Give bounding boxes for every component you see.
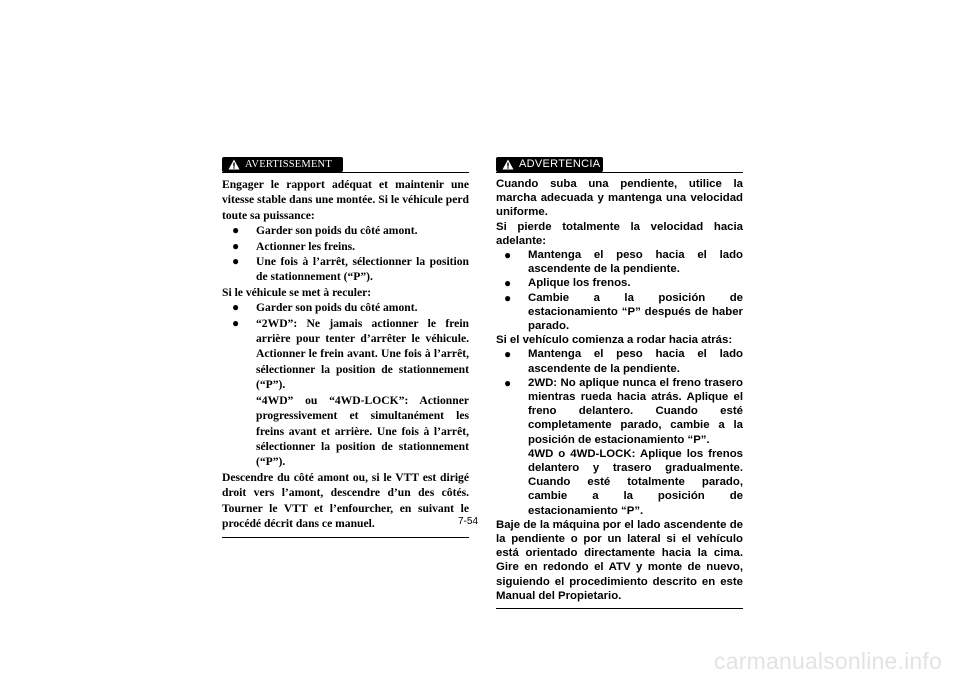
bullet-icon: ● [504, 276, 512, 291]
warning-label: AVERTISSEMENT [245, 158, 332, 170]
bullet-icon: ● [504, 347, 512, 362]
list-power-loss [222, 223, 469, 285]
list-item-continuation: 4WD o 4WD-LOCK: Aplique los frenos delantero y trasero gradualmente. Cuando esté totalmente parado, cambie a la posición de estacionamiento “P”. [528, 447, 743, 517]
bullet-icon: ● [232, 254, 240, 269]
bullet-icon: ● [232, 223, 240, 238]
section-heading: Si le véhicule se met à reculer: [222, 285, 372, 299]
list-item: ● 2WD: No aplique nunca el freno trasero mientras rueda hacia atrás. Aplique el freno delantero. Cuando esté completamente parado, cambie a la posición de estacionamiento “P”. [504, 375, 743, 446]
list-rolling-back [496, 347, 743, 517]
bullet-icon: ● [232, 315, 240, 330]
closing-paragraph: Baje de la máquina por el lado ascendente de la pendiente o por un lateral si el vehículo está orientado directamente hacia la cima. Gire en redondo el ATV y monte de nuevo, siguiendo el procedimiento descrito en este Manual del Propietario. [496, 518, 743, 602]
warning-header [496, 156, 743, 174]
list-item: ● Mantenga el peso hacia el lado ascendente de la pendiente. [504, 248, 743, 276]
watermark: carmanualsonline.info [714, 648, 942, 674]
page-number: 7-54 [458, 516, 479, 527]
bullet-icon: ● [232, 300, 240, 315]
footer-rule [496, 608, 743, 609]
bullet-icon: ● [504, 290, 512, 305]
warning-header [222, 156, 469, 174]
intro-paragraph: Engager le rapport adéquat et maintenir une vitesse stable dans une montée. Si le véhicule perd toute sa puissance: [222, 178, 469, 222]
warning-badge [496, 157, 603, 172]
warning-badge [222, 157, 343, 172]
list-power-loss [496, 248, 743, 333]
french-column [222, 156, 469, 538]
bullet-icon: ● [232, 238, 240, 253]
warning-triangle-icon [228, 159, 240, 170]
spanish-column [496, 156, 743, 609]
list-rolling-back [222, 300, 469, 469]
header-rule [222, 172, 469, 173]
closing-paragraph: Descendre du côté amont ou, si le VTT est dirigé droit vers l’amont, descendre d’un des côtés. Tourner le VTT et l’enfourcher, en suivant le procédé décrit dans ce manuel. [222, 470, 469, 530]
intro-paragraph: Cuando suba una pendiente, utilice la marcha adecuada y mantenga una velocidad uniforme. [496, 178, 743, 219]
list-item: ● “2WD”: Ne jamais actionner le frein arrière pour tenter d’arrêter le véhicule. Actionner le frein avant. Une fois à l’arrêt, sélectionner la position de stationnement (“P”). [232, 315, 469, 392]
list-item: ● Aplique los frenos. [504, 276, 631, 291]
list-item: ● Garder son poids du côté amont. [232, 300, 418, 315]
warning-triangle-icon [502, 159, 514, 170]
list-item: ● Garder son poids du côté amont. [232, 223, 418, 238]
list-item: ● Actionner les freins. [232, 238, 356, 253]
section-heading: Si el vehículo comienza a rodar hacia atrás: [496, 334, 733, 347]
list-item: ● Mantenga el peso hacia el lado ascendente de la pendiente. [504, 347, 743, 375]
footer-rule [222, 537, 469, 538]
header-rule [496, 172, 743, 173]
section-heading: Si pierde totalmente la velocidad hacia adelante: [496, 220, 743, 247]
list-item-continuation: “4WD” ou “4WD-LOCK”: Actionner progressivement et simultanément les freins avant et arrière. Une fois à l’arrêt, sélectionner la position de stationnement (“P”). [256, 393, 469, 469]
bullet-icon: ● [504, 248, 512, 263]
list-item: ● Cambie a la posición de estacionamiento “P” después de haber parado. [504, 290, 743, 333]
warning-label: ADVERTENCIA [519, 158, 601, 171]
bullet-icon: ● [504, 375, 512, 390]
list-item: ● Une fois à l’arrêt, sélectionner la position de stationnement (“P”). [232, 254, 469, 284]
